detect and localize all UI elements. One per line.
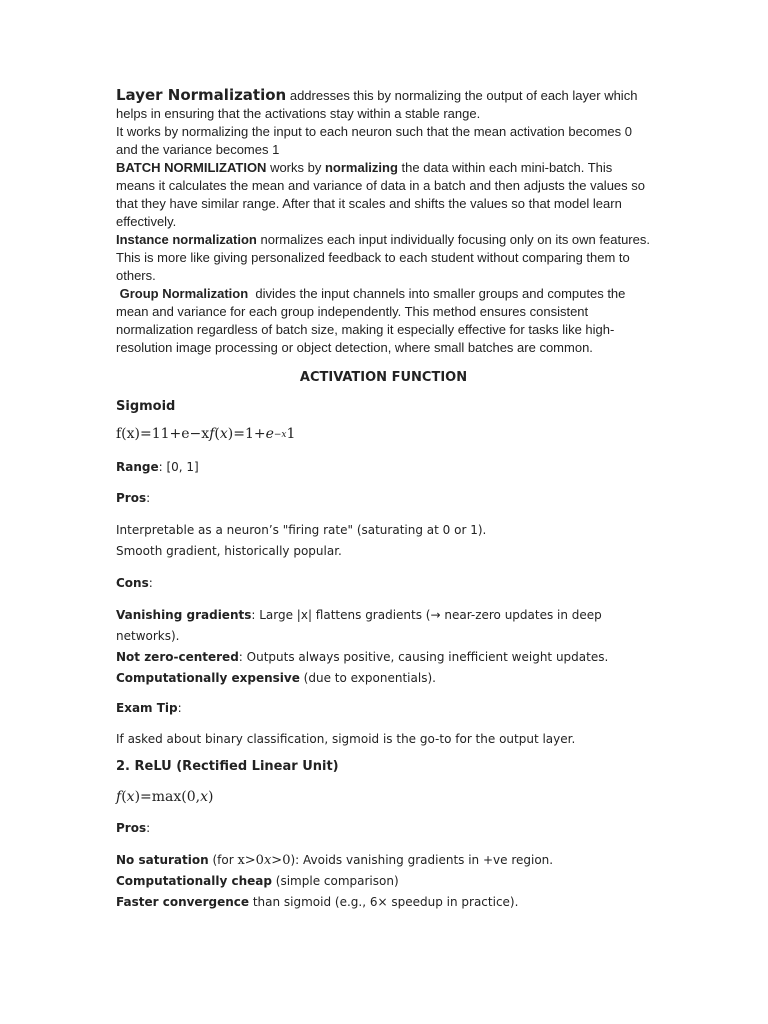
relu-title: 2. ReLU (Rectified Linear Unit) xyxy=(116,759,339,774)
relu-pros-label xyxy=(116,819,651,837)
relu-formula-open: ( xyxy=(121,789,127,805)
sigmoid-title: Sigmoid xyxy=(116,399,176,414)
sigmoid-formula-paren: ( xyxy=(214,426,220,442)
sigmoid-pros-colon: : xyxy=(146,491,151,505)
relu-pro-bold: Computationally cheap xyxy=(116,874,272,888)
relu-formula-rest: )=max(0, xyxy=(134,789,201,805)
relu-pro-item xyxy=(116,850,651,871)
relu-pro-text-b: ): Avoids vanishing gradients in +ve region. xyxy=(290,853,554,867)
sigmoid-con-bold: Vanishing gradients xyxy=(116,608,252,622)
sigmoid-con-item xyxy=(116,647,651,668)
document-page xyxy=(116,86,651,913)
sigmoid-range-value: : [0, 1] xyxy=(158,460,199,474)
relu-formula-x2: x xyxy=(200,789,208,805)
sigmoid-con-text: (due to exponentials). xyxy=(299,671,436,685)
sigmoid-cons-colon: : xyxy=(148,576,153,590)
activation-heading: ACTIVATION FUNCTION xyxy=(299,370,468,385)
sigmoid-formula-f: f xyxy=(209,426,215,442)
relu-pro-text: (simple comparison) xyxy=(271,874,399,888)
instance-norm-paragraph xyxy=(116,231,651,285)
sigmoid-formula-e: e xyxy=(265,426,274,442)
group-norm-title: Group Normalization xyxy=(116,286,249,301)
relu-pros-colon: : xyxy=(146,821,151,835)
sigmoid-formula-one: 1 xyxy=(286,426,296,442)
batch-norm-paragraph xyxy=(116,159,651,231)
relu-pro-bold: Faster convergence xyxy=(116,895,250,909)
sigmoid-pro-item: Interpretable as a neuron’s "firing rate" (saturating at 0 or 1). xyxy=(116,523,487,537)
sigmoid-cons-label-text: Cons xyxy=(116,576,149,590)
batch-norm-mid: works by xyxy=(266,160,325,175)
sigmoid-formula-a: f(x)=11+e−x xyxy=(116,426,210,442)
sigmoid-formula-x: x xyxy=(219,426,228,442)
sigmoid-pros-label-text: Pros xyxy=(116,491,147,505)
relu-pros-label-text: Pros xyxy=(116,821,147,835)
instance-norm-text: normalizes each input individually focusing only on its own features. This is more like giving personalized feedback to each student without comparing them to others. xyxy=(116,232,650,283)
relu-pro-text: than sigmoid (e.g., 6× speedup in practice). xyxy=(249,895,519,909)
sigmoid-formula-eq: )=1+ xyxy=(227,426,266,442)
sigmoid-range xyxy=(116,458,651,476)
sigmoid-con-item xyxy=(116,668,651,689)
relu-formula-close: ) xyxy=(208,789,214,805)
sigmoid-con-bold: Computationally expensive xyxy=(116,671,300,685)
layer-norm-title: Layer Normalization xyxy=(116,86,287,104)
sigmoid-pros-label xyxy=(116,489,651,507)
sigmoid-formula xyxy=(116,425,651,444)
relu-pro-item xyxy=(116,892,651,913)
sigmoid-con-text: : Large |x| flattens gradients (→ near-zero updates in deep networks). xyxy=(116,608,602,643)
sigmoid-pro-item: Smooth gradient, historically popular. xyxy=(116,544,342,558)
relu-pro-item xyxy=(116,871,651,892)
sigmoid-range-label: Range xyxy=(116,460,159,474)
batch-norm-text: the data within each mini-batch. This means it calculates the mean and variance of data in a batch and then adjusts the values so that they have similar range. After that it scales and shifts the values so that model learn effectively. xyxy=(116,160,646,229)
relu-formula-x: x xyxy=(126,789,135,805)
sigmoid-formula-exp: −x xyxy=(273,430,287,440)
batch-norm-bold: normalizing xyxy=(324,160,398,175)
sigmoid-tip-text: If asked about binary classification, sigmoid is the go-to for the output layer. xyxy=(116,732,576,746)
layer-norm-paragraph xyxy=(116,86,651,123)
layer-norm-text: addresses this by normalizing the output of each layer which helps in ensuring that the activations stay within a stable range. xyxy=(116,88,638,121)
relu-pro-bold: No saturation xyxy=(116,853,209,867)
sigmoid-con-bold: Not zero-centered xyxy=(116,650,239,664)
sigmoid-tip-label-text: Exam Tip xyxy=(116,701,178,715)
group-norm-text: divides the input channels into smaller groups and computes the mean and variance for each group independently. This method ensures consistent normalization regardless of batch size, making it especially effective for tasks like high-resolution image processing or object detection, where small batches are common. xyxy=(116,286,630,355)
sigmoid-tip-label xyxy=(116,699,651,717)
instance-norm-title: Instance normalization xyxy=(116,232,257,247)
sigmoid-tip-colon: : xyxy=(177,701,182,715)
relu-pro-text: (for xyxy=(208,853,238,867)
relu-pro-math-gt: >0 xyxy=(271,853,291,868)
sigmoid-con-text: : Outputs always positive, causing inefficient weight updates. xyxy=(238,650,609,664)
relu-formula-f: f xyxy=(116,789,122,805)
sigmoid-cons-label xyxy=(116,574,651,592)
batch-norm-title: BATCH NORMILIZATION xyxy=(116,160,267,175)
relu-pro-math: x>0 xyxy=(237,853,264,868)
group-norm-paragraph xyxy=(116,285,651,357)
layer-norm-paragraph-2: It works by normalizing the input to each neuron such that the mean activation becomes 0 and the variance becomes 1 xyxy=(116,124,632,157)
relu-formula xyxy=(116,788,651,806)
relu-pro-math-x: x xyxy=(263,853,272,868)
sigmoid-con-item xyxy=(116,605,651,647)
